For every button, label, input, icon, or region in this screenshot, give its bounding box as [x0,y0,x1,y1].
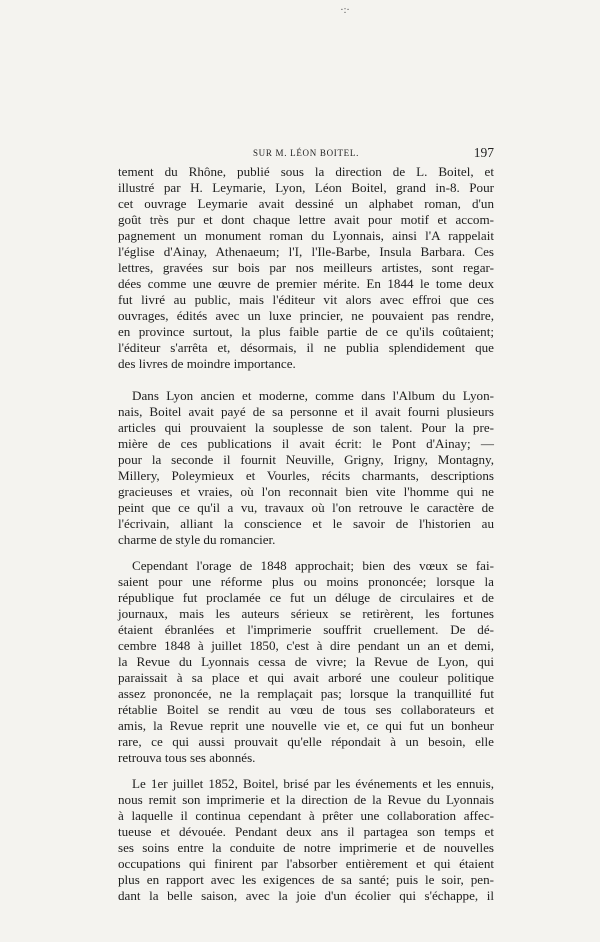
text-line: cembre 1848 à juillet 1850, c'est à dire pendant un an et demi, [118,638,494,653]
text-line: des livres de moindre importance. [118,356,296,371]
paragraph [118,164,494,372]
text-line: mière de ces publications il avait écrit: le Pont d'Ainay; — [118,436,494,451]
text-line: en province surtout, la plus faible partie de ce qu'ils coûtaient; [118,324,494,339]
text-line: occupations qui finirent par l'absorber entièrement et qui étaient [118,856,494,871]
paragraph [118,388,494,548]
paragraph [118,776,494,904]
text-line: rare, ce qui aussi prouvait qu'elle répondait à un besoin, elle [118,734,494,749]
text-line: dées comme une œuvre de premier mérite. En 1844 le tome deux [118,276,494,291]
running-title: SUR M. LÉON BOITEL. [252,148,360,158]
text-line: illustré par H. Leymarie, Lyon, Léon Boitel, grand in-8. Pour [118,180,494,195]
text-line: assez prononcée, ne la remplaçait pas; lorsque la tranquillité fut [118,686,494,701]
text-line: charme de style du romancier. [118,532,276,547]
text-line: saient pour une réforme plus ou moins prononcée; lorsque la [118,574,494,589]
paragraph [118,558,494,766]
text-line: Le 1er juillet 1852, Boitel, brisé par les événements et les ennuis, [132,776,494,791]
page-ornament: ·:· [340,5,350,16]
text-line: dant la belle saison, avec la joie d'un écolier qui s'échappe, il [118,888,494,903]
text-line: journaux, mais les auteurs sérieux se retirèrent, les fortunes [118,606,494,621]
text-line: fut livré au public, mais l'éditeur vit alors avec effroi que ces [118,292,494,307]
text-line: tement du Rhône, publié sous la direction de L. Boitel, et [118,164,494,179]
text-line: l'éditeur s'arrêta et, désormais, il ne publia splendidement que [118,340,494,355]
text-line: pour la seconde il fournit Neuville, Grigny, Irigny, Montagny, [118,452,494,467]
text-line: à laquelle il continua cependant à prêter une collaboration affec- [118,808,494,823]
text-line: Dans Lyon ancien et moderne, comme dans l'Album du Lyon- [132,388,494,403]
text-line: république fut proclamée ce fut un déluge de circulaires et de [118,590,494,605]
text-line: tueuse et dévouée. Pendant deux ans il partagea son temps et [118,824,494,839]
text-line: étaient ébranlées et l'imprimerie souffrit cruellement. De dé- [118,622,494,637]
text-line: pagnement un monument roman du Lyonnais, ainsi l'A rappelait [118,228,494,243]
text-line: peint que ce qu'il a vu, travaux où l'on retrouve le caractère de [118,500,494,515]
text-line: la Revue du Lyonnais cessa de vivre; la Revue de Lyon, qui [118,654,494,669]
text-line: l'église d'Ainay, Athenaeum; l'I, l'Ile-Barbe, Insula Barbara. Ces [118,244,494,259]
text-line: l'écrivain, alliant la conscience et le savoir de l'historien au [118,516,494,531]
text-line: Cependant l'orage de 1848 approchait; bien des vœux se fai- [132,558,494,573]
text-line: nous remit son imprimerie et la direction de la Revue du Lyonnais [118,792,494,807]
text-line: amis, la Revue reprit une nouvelle vie et, ce qui fut un bonheur [118,718,494,733]
text-line: plus en rapport avec les exigences de sa santé; puis le soir, pen- [118,872,494,887]
text-line: articles qui prouvaient la souplesse de son talent. Pour la pre- [118,420,494,435]
text-line: ouvrages, édités avec un luxe princier, ne pouvaient pas rendre, [118,308,494,323]
body-text [118,164,494,904]
page-number: 197 [473,145,494,160]
text-line: paraissait à sa place et qui avait arboré une couleur politique [118,670,494,685]
text-line: lettres, gravées sur bois par nos meilleurs artistes, sont regar- [118,260,494,275]
text-line: gracieuses et vraies, où l'on reconnait bien vite l'homme qui ne [118,484,494,499]
text-line: Millery, Poleymieux et Vourles, récits charmants, descriptions [118,468,494,483]
text-line: cet ouvrage Leymarie avait dessiné un alphabet roman, d'un [118,196,494,211]
text-line: ses soins entre la conduite de notre imprimerie et de nouvelles [118,840,494,855]
text-line: goût très pur et dont chaque lettre avait pour motif et accom- [118,212,494,227]
text-line: rétablie Boitel se rendit au vœu de tous ses collaborateurs et [118,702,494,717]
text-line: retrouva tous ses abonnés. [118,750,256,765]
text-line: nais, Boitel avait payé de sa personne et il avait fourni plusieurs [118,404,494,419]
